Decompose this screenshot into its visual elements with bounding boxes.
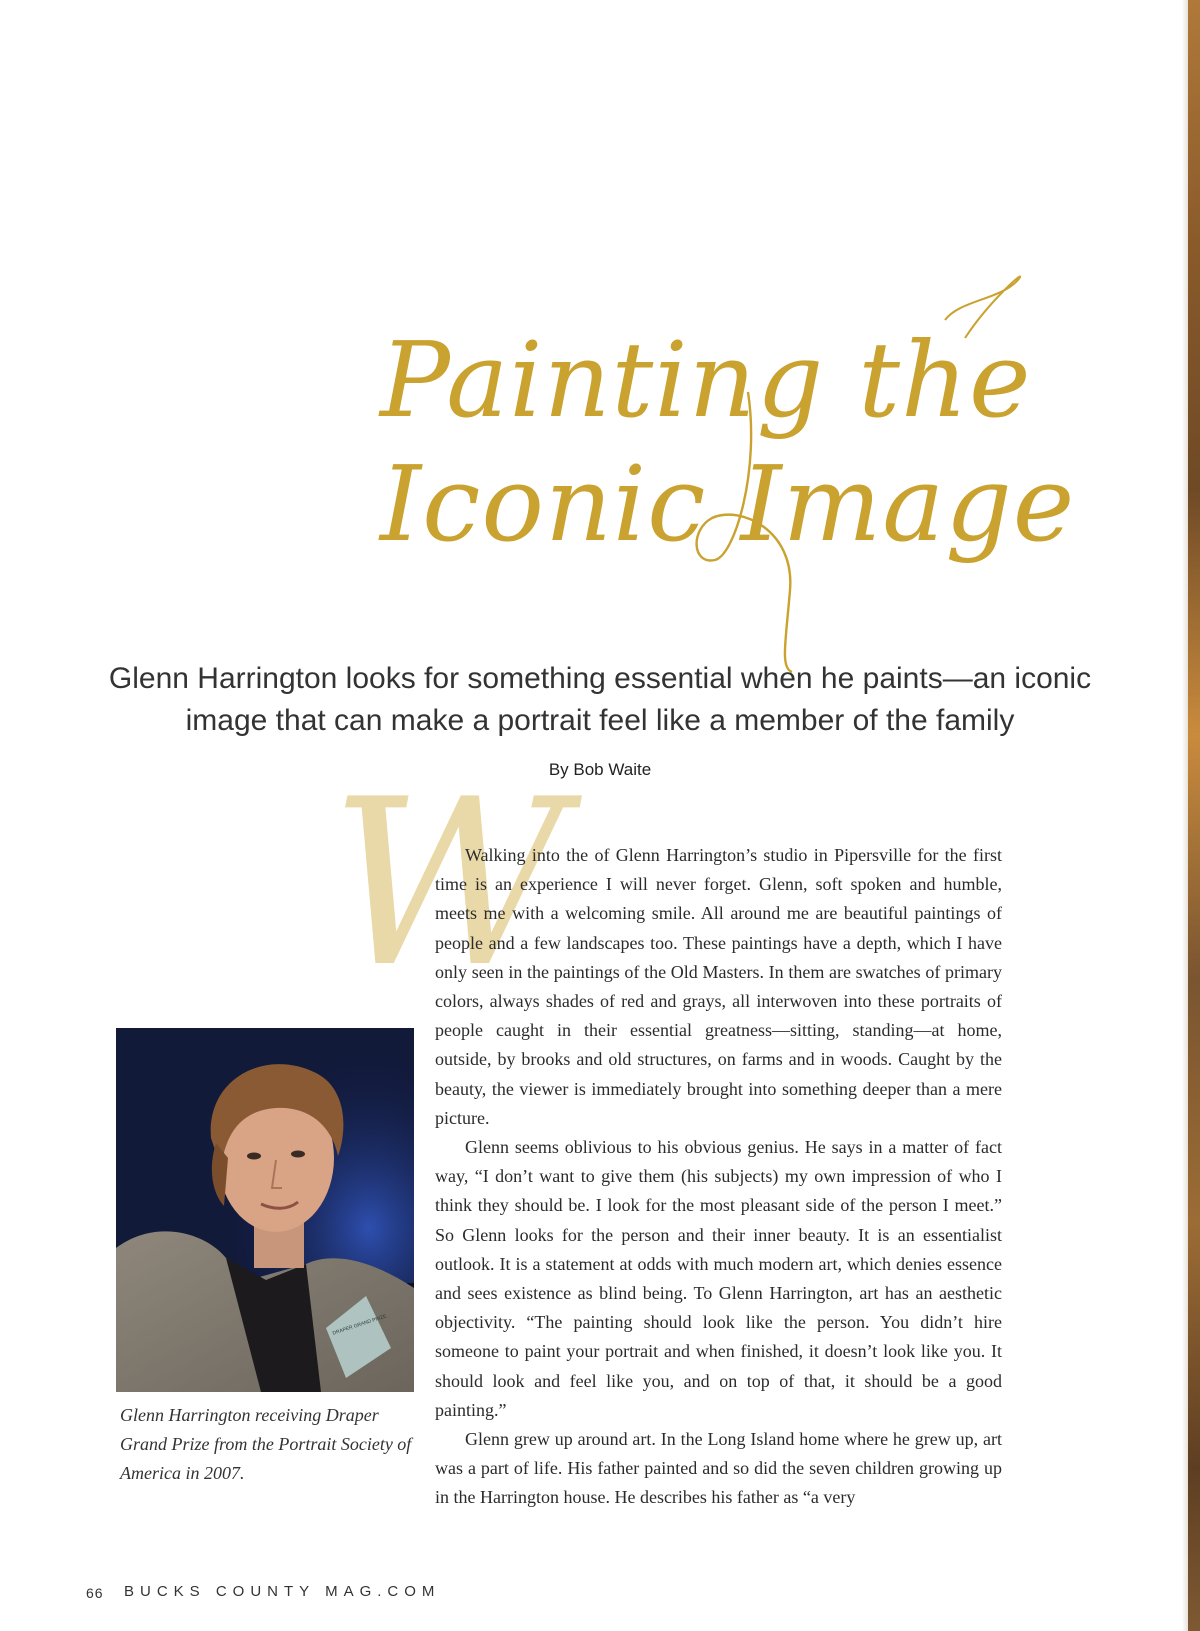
portrait-illustration	[116, 1028, 414, 1392]
photo-caption: Glenn Harrington receiving Draper Grand Prize from the Portrait Society of America in 2007.	[120, 1405, 412, 1483]
award-plaque-text: DRAPER GRAND PRIZE	[331, 1313, 388, 1337]
drop-cap: W	[330, 751, 567, 1018]
article-deck	[60, 658, 1140, 742]
headline-line-2: Iconic Image	[380, 443, 1076, 565]
body-paragraph-3: Glenn grew up around art. In the Long Island home where he grew up, art was a part of life. His father painted and so did the seven children growing up in the Harrington house. He describes his father as “a very	[435, 1429, 1002, 1508]
body-paragraph-1: Walking into the of Glenn Harrington’s studio in Pipersville for the first time is an experience I will never forget. Glenn, soft spoken and humble, meets me with a welcoming smile. All around me are beautiful paintings of people and a few landscapes too. These paintings have a depth, which I have only seen in the paintings of the Old Masters. In them are swatches of primary colors, always shades of red and grays, all interwoven into these portraits of people caught in their essential greatness—sitting, standing—at home, outside, by brooks and old structures, on farms and in woods. Caught by the beauty, the viewer is immediately brought into something deeper than a mere picture.	[435, 845, 1002, 1128]
body-paragraph-2: Glenn seems oblivious to his obvious genius. He says in a matter of fact way, “I don’t want to give them (his subjects) my own impression of who I think they should be. I look for the most pleasant side of the person I meet.” So Glenn looks for the person and their inner beauty. It is an essentialist outlook. It is a statement at odds with much modern art, which denies essence and sees existence as blind being. To Glenn Harrington, art has an aesthetic objectivity. “The painting should look like the person. You didn’t hire someone to paint your portrait and when finished, it doesn’t look like you. It should look and feel like you, and on top of that, it should be a good painting.”	[435, 1137, 1002, 1420]
adjacent-page-edge	[1188, 0, 1200, 1631]
page-number: 66	[86, 1585, 104, 1601]
deck-line-2: image that can make a portrait feel like a member of the family	[185, 704, 1015, 737]
magazine-footer: BUCKS COUNTY MAG.COM	[124, 1583, 441, 1600]
deck-line-1: Glenn Harrington looks for something essential when he paints—an iconic	[108, 662, 1092, 695]
byline-text: By Bob Waite	[548, 760, 652, 779]
portrait-photo	[116, 1028, 414, 1392]
headline-line-1: Painting the	[380, 319, 1032, 441]
article-headline	[380, 318, 1100, 566]
article-body	[435, 841, 1002, 1513]
byline	[0, 760, 1200, 780]
